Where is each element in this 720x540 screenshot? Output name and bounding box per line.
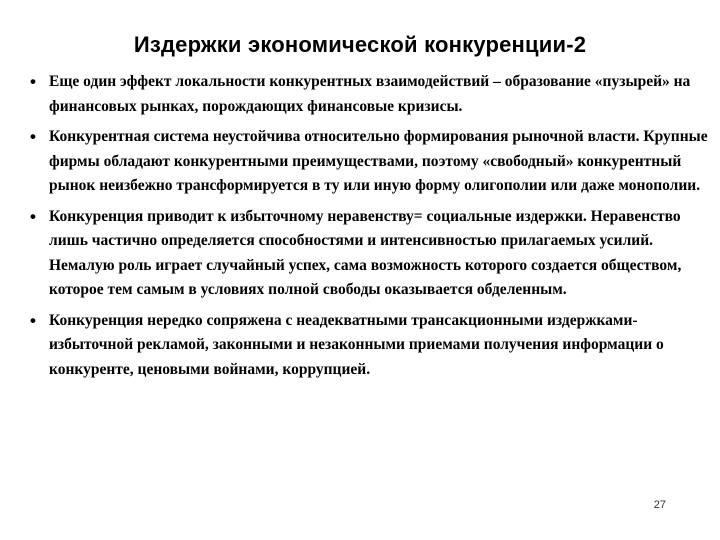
bullet-icon: • — [30, 127, 36, 146]
bullet-text: Конкурентная система неустойчива относительно формирования рыночной власти. Крупные фирмы обладают конкурентными преимуществами, поэтому «свободный» конкурентный рынок неизбежно трансформируется в ту или иную форму олигополии или даже монополии. — [49, 128, 708, 194]
slide-title: Издержки экономической конкуренции-2 — [133, 32, 587, 57]
bullet-item — [30, 205, 708, 303]
bullet-icon: • — [30, 310, 36, 330]
bullet-text: Еще один эффект локальности конкурентных взаимодействий – образование «пузырей» на финансовых рынках, порождающих финансовые кризисы. — [49, 73, 691, 115]
bullet-item — [30, 125, 708, 199]
bullet-text: Конкуренция приводит к избыточному неравенству= социальные издержки. Неравенство лишь частично определяется способностями и интенсивностью прилагаемых усилий. Немалую роль играет случайный успех, сама возможность которого создается обществом, которое тем самым в условиях полной свободы оказывается обделенным. — [49, 207, 682, 298]
bullet-icon: • — [30, 206, 36, 226]
bullet-icon: • — [30, 72, 36, 91]
page-number: 27 — [653, 499, 666, 511]
bullet-item — [30, 70, 708, 119]
bullet-list — [30, 70, 708, 382]
bullet-text: Конкуренция нередко сопряжена с неадекватными трансакционными издержками- избыточной рекламой, законными и незаконными приемами получения информации о конкуренте, ценовыми войнами, коррупцией. — [49, 311, 664, 378]
bullet-item — [30, 309, 708, 383]
